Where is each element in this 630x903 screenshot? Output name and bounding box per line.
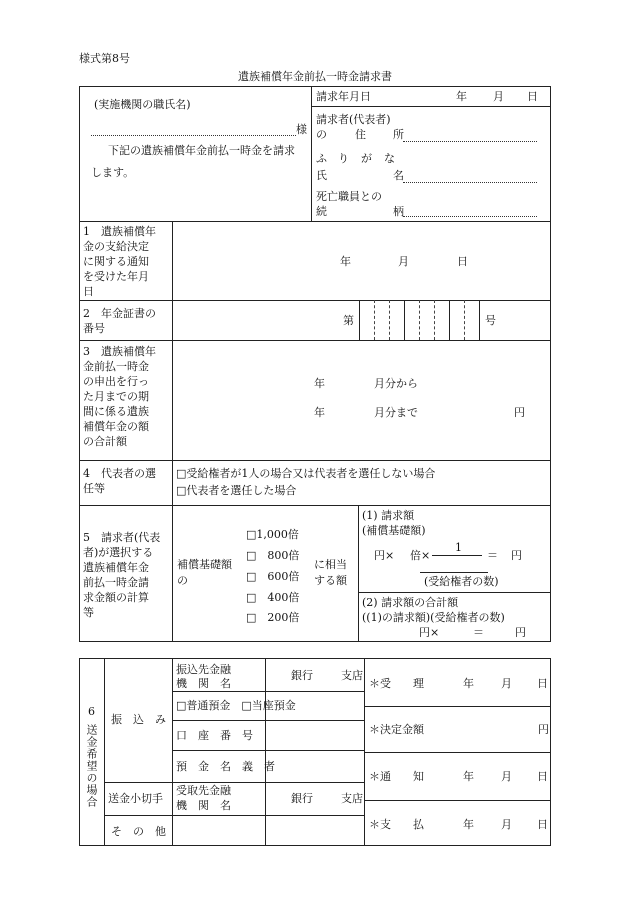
mult-400[interactable]: □ 400倍 <box>246 591 300 604</box>
address-field[interactable] <box>403 141 537 142</box>
relation-label: 死亡職員との <box>316 190 382 203</box>
request-text-line2: します。 <box>91 166 135 179</box>
mult-200[interactable]: □ 200倍 <box>246 611 300 624</box>
row5-label: 5 請求者(代表 者)が選択する 遺族補償年金 前払一時金請 求金額の計算 等 <box>83 531 161 619</box>
org-label: (実施機関の職氏名) <box>94 98 191 111</box>
option-single-claimant[interactable]: □受給権者が1人の場合又は代表者を選任しない場合 <box>176 467 436 480</box>
request-text-line1: 下記の遺族補償年金前払一時金を請求 <box>108 144 295 157</box>
form-number: 様式第8号 <box>79 52 130 65</box>
relation-field[interactable] <box>403 216 537 217</box>
mult-800[interactable]: □ 800倍 <box>246 549 300 562</box>
claimant-label: 請求者(代表者) <box>316 113 391 126</box>
row2-label: 2 年金証書の 番号 <box>83 307 156 335</box>
row1-label: 1 遺族補償年 金の支給決定 に関する通知 を受けた年月 日 <box>83 225 156 298</box>
row3-label: 3 遺族補償年 金前払一時金 の申出を行っ た月までの期 間に係る遺族 補償年金の額 の合計額 <box>83 345 156 448</box>
sama-label: 様 <box>296 123 307 136</box>
deposit-type-options[interactable]: □普通預金 □当座預金 <box>176 699 296 712</box>
mult-600[interactable]: □ 600倍 <box>246 570 300 583</box>
form-title: 遺族補償年金前払一時金請求書 <box>238 70 392 83</box>
name-field[interactable] <box>403 182 537 183</box>
date-label: 請求年月日 <box>316 90 371 103</box>
mult-1000[interactable]: □1,000倍 <box>246 528 299 541</box>
row4-label: 4 代表者の選 任等 <box>83 467 156 495</box>
option-representative[interactable]: □代表者を選任した場合 <box>176 484 297 497</box>
bank-section-label: 送金希望の場合 <box>85 724 98 808</box>
